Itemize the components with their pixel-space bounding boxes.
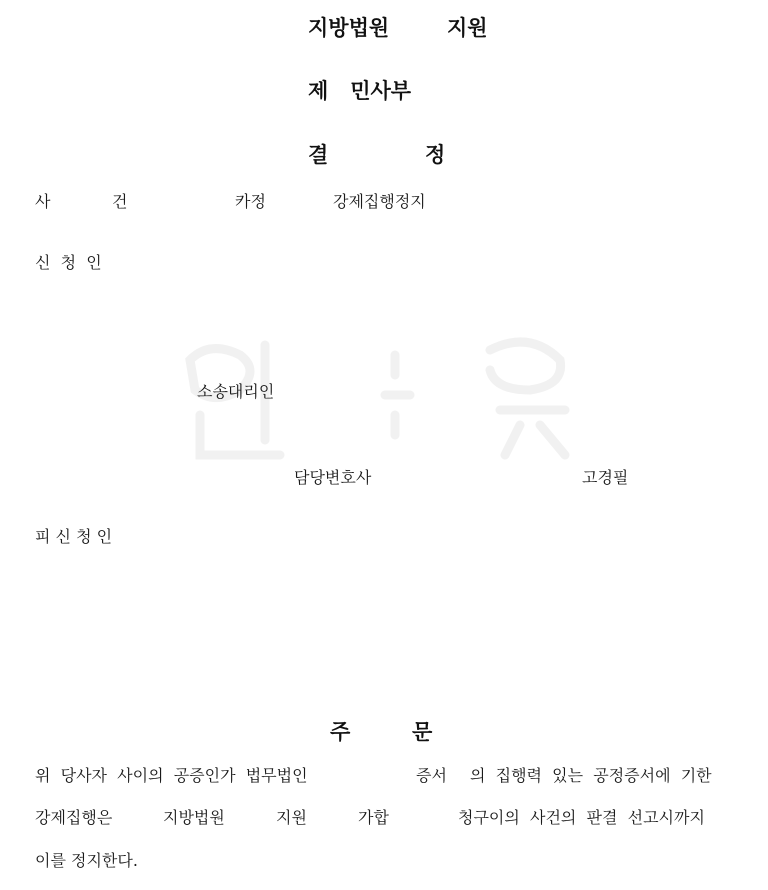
order-line2-part2: 지방법원	[163, 808, 225, 827]
order-title-left: 주	[330, 720, 351, 744]
lawyer-name: 고경필	[582, 468, 629, 487]
order-line1-part2: 증서	[416, 766, 447, 785]
order-line2-part4: 가합	[358, 808, 389, 827]
respondent-label: 피 신 청 인	[35, 527, 113, 546]
decision-title-left: 결	[308, 143, 329, 167]
order-line3: 이를 정지한다.	[35, 851, 138, 870]
order-title-right: 문	[412, 720, 433, 744]
order-line1-part3: 의 집행력 있는 공정증서에 기한	[470, 766, 712, 785]
case-name: 강제집행정지	[333, 192, 426, 211]
decision-title-right: 정	[425, 143, 446, 167]
agent-label: 소송대리인	[197, 382, 275, 401]
lawyer-label: 담당변호사	[294, 468, 372, 487]
case-number: 카정	[235, 192, 266, 211]
applicant-label: 신 청 인	[35, 253, 102, 272]
court-name: 지방법원	[308, 16, 390, 40]
case-label-second: 건	[112, 192, 128, 211]
order-line1-part1: 위 당사자 사이의 공증인가 법무법인	[35, 766, 308, 785]
order-line2-part3: 지원	[276, 808, 307, 827]
branch-name: 지원	[447, 16, 488, 40]
order-line2-part5: 청구이의 사건의 판결 선고시까지	[458, 808, 705, 827]
case-label-first: 사	[35, 192, 51, 211]
order-line2-part1: 강제집행은	[35, 808, 113, 827]
department-title: 제 민사부	[308, 79, 412, 103]
